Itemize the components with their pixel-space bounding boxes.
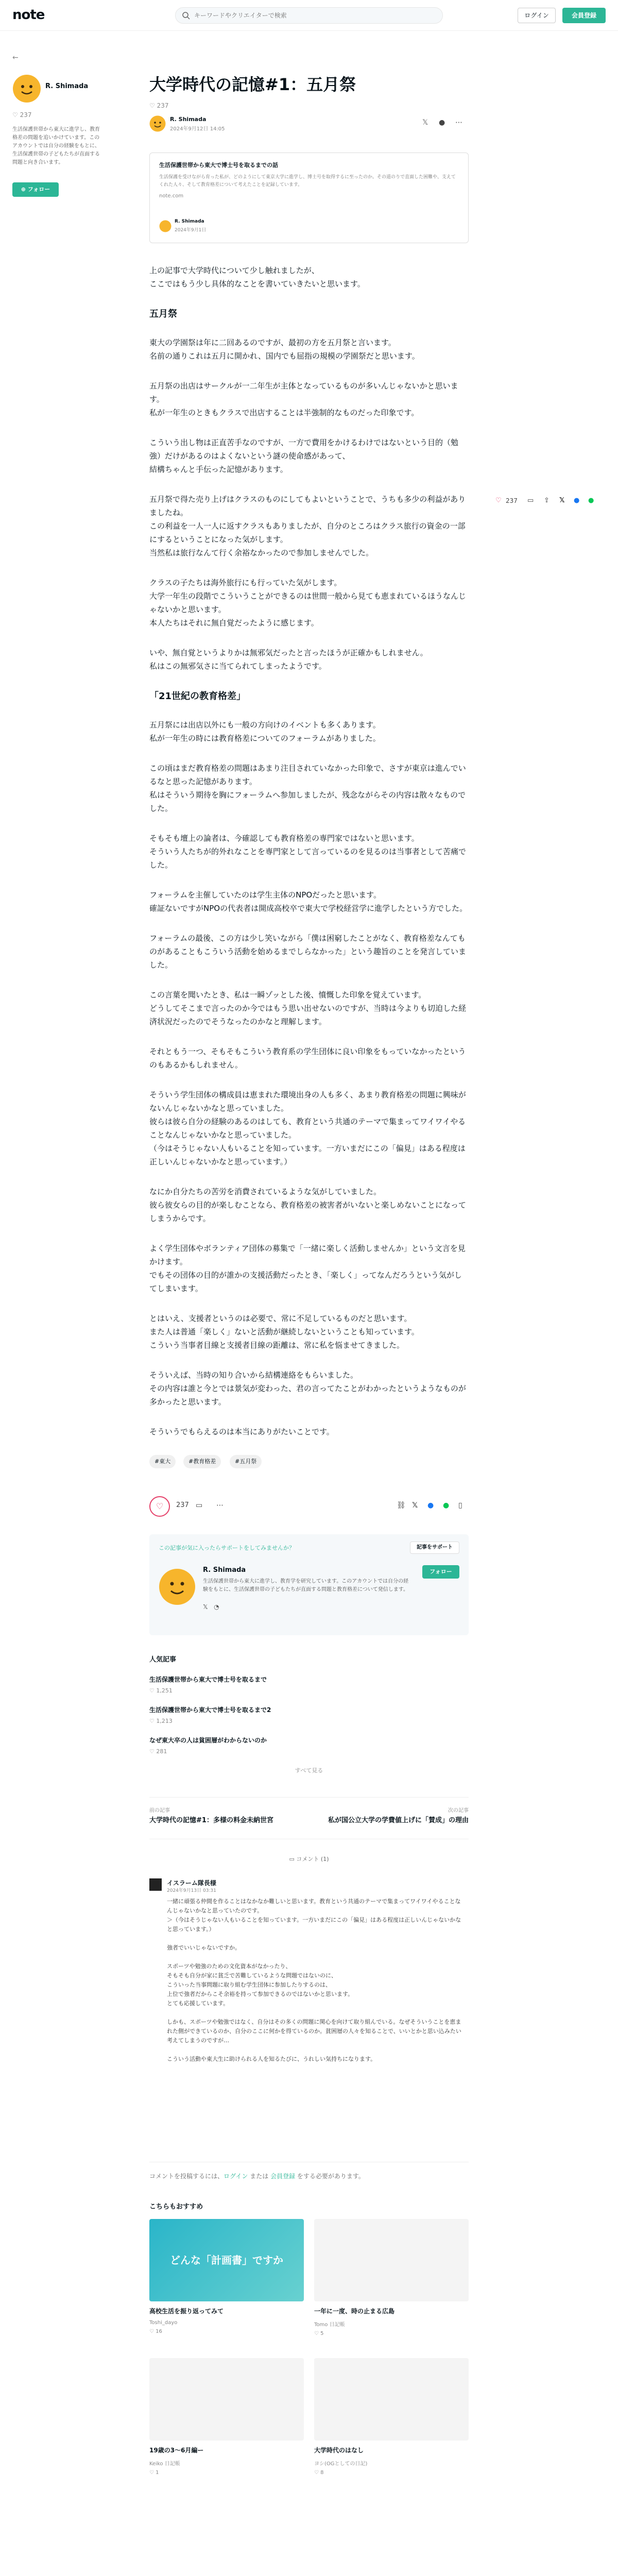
comment-icon[interactable]: ▭ (527, 497, 534, 504)
comment-login-prompt (149, 2162, 469, 2180)
avatar (159, 220, 171, 232)
list-item[interactable] (149, 1705, 469, 1724)
bookmark-icon[interactable]: ▯ (458, 1501, 462, 1510)
action-bar (149, 1496, 469, 1522)
heart-icon[interactable]: ♡ (495, 497, 502, 504)
rec-user: Keiko 日記帳 (149, 2461, 180, 2467)
comment (149, 1878, 469, 2157)
rec-card[interactable] (149, 2219, 304, 2334)
popular-articles (149, 1654, 469, 1774)
more-icon[interactable]: ⋯ (455, 118, 462, 127)
article (149, 56, 469, 2507)
prompt-text: をする必要があります。 (295, 2173, 365, 2180)
embed-date: 2024年9月1日 (175, 228, 207, 233)
embed-link: note.com (159, 193, 184, 199)
tag[interactable]: #五月祭 (230, 1455, 262, 1468)
follow-button[interactable]: フォロー (422, 1565, 459, 1579)
paragraph: そういうでもらえるのは本当にありがたいことです。 (149, 1427, 334, 1436)
rec-thumbnail (314, 2358, 469, 2441)
paragraph: とはいえ、支援者というのは必要で、常に不足しているものだと思います。 また人は普通「楽しく」ないと活動が継続しないということも知っています。 こういう当事者目線と支援者目線の距離は、常に私を悩ませてきました。 (149, 1314, 419, 1350)
like-value: 8 (320, 2470, 324, 2476)
login-button[interactable]: ログイン (518, 8, 556, 23)
rec-thumbnail (149, 2358, 304, 2441)
rec-card[interactable] (149, 2358, 304, 2476)
paragraph: そういえば、当時の知り合いから結構連絡をもらいました。 その内容は誰と今とでは景気が変わった、君の言ってたことがわかったというようなものが多かったと思います。 (149, 1370, 466, 1406)
comments-heading (149, 1855, 469, 1863)
rss-icon[interactable]: ◔ (214, 1603, 219, 1611)
next-title: 私が国公立大学の学費値上げに「賛成」の理由 (328, 1817, 469, 1824)
like-value: 5 (320, 2331, 324, 2336)
avatar[interactable] (149, 115, 166, 132)
avatar[interactable] (12, 74, 41, 103)
follow-button[interactable] (12, 182, 59, 197)
tag-list (149, 1455, 469, 1470)
paragraph: それともう一つ、そもそもこういう教育系の学生団体に良い印象をもっていなかったというのもあるかもしれません。 (149, 1047, 466, 1070)
list-item[interactable] (149, 1675, 469, 1694)
share-icon[interactable]: ⇪ (544, 497, 550, 504)
author-bio: 生活保護世帯から東大に進学し、教育学を研究しています。このアカウントでは自分の経験をもとに、生活保護世帯の子どもたちが直面する問題と教育格差について発信します。 (203, 1579, 409, 1592)
rec-title: 一年に一度、時の止まる広島 (314, 2308, 395, 2315)
avatar[interactable] (149, 1878, 162, 1891)
like-count: 237 (176, 1501, 189, 1509)
embedded-article-card[interactable] (149, 152, 469, 243)
support-button[interactable]: 記事をサポート (410, 1541, 459, 1554)
section-2-paragraphs (149, 718, 469, 1438)
paragraph: フォーラムを主催していたのは学生主体のNPOだったと思います。 確証ないですがNPOの代表者は開成高校卒で東大で学校経営学に進学したという方でした。 (149, 890, 468, 913)
article-body (149, 264, 469, 1438)
rec-card[interactable] (314, 2219, 469, 2336)
heart-icon: ♡ (156, 1501, 164, 1511)
rec-user: Tomo 日記帳 (314, 2322, 345, 2328)
paragraph: 五月祭の出店はサークルが一二年生が主体となっているものが多いんじゃないかと思います。 私が一年生のときもクラスで出店することは半強制的なものだった印象です。 (149, 381, 458, 417)
header (0, 0, 618, 31)
author-name[interactable]: R. Shimada (203, 1566, 246, 1574)
signup-link[interactable]: 会員登録 (270, 2173, 296, 2180)
like-count-value: 237 (20, 111, 32, 118)
rec-thumbnail (149, 2219, 304, 2301)
like-value: 16 (156, 2329, 162, 2334)
person-add-icon: ⊕ (21, 186, 26, 193)
rec-likes: ♡ 16 (149, 2329, 162, 2334)
paragraph: いや、無自覚というよりかは無邪気だったと言ったほうが正確かもしれません。 私はこの無邪気さに当てられてしまったようです。 (149, 648, 428, 671)
next-label: 次の記事 (448, 1808, 469, 1814)
paragraph: そもそも壇上の論者は、今確認しても教育格差の専門家ではないと思います。 そういう人たちが的外れなことを専門家として言っているのを見るのは当事者として苦痛でした。 (149, 834, 467, 870)
tag[interactable]: #東大 (149, 1455, 176, 1468)
comment-date: 2024年9月13日 03:31 (167, 1888, 216, 1893)
line-share-icon[interactable]: ● (443, 1501, 450, 1510)
rec-user: Toshi_dayo (149, 2320, 178, 2326)
paragraph: そういう学生団体の構成員は恵まれた環境出身の人も多く、あまり教育格差の問題に興味がないんじゃないかなと思っていました。 彼らは彼ら自分の経験のあるのはしても、教育という共通のテーマで集まってワイワイやることなんじゃないかなと思っていました。 （今はそうじゃない人もいることを知っています。一方いまだにこの「偏見」はある程度は正しいんじゃないかなと思っています。） (149, 1090, 466, 1166)
social-icons (203, 1603, 219, 1611)
publish-date: 2024年9月12日 14:05 (170, 126, 225, 132)
recommendations (149, 2201, 469, 2507)
popular-heading: 人気記事 (149, 1656, 177, 1664)
note-logo[interactable]: note (12, 7, 45, 23)
like-button[interactable] (149, 1496, 170, 1517)
comment-icon[interactable]: ▭ (196, 1501, 203, 1510)
list-item-likes: ♡ 1,251 (149, 1687, 173, 1694)
x-icon[interactable]: 𝕏 (203, 1603, 208, 1611)
paragraph: 東大の学園祭は年に二回あるのですが、最初の方を五月祭と言います。 名前の通りこれは五月に開かれ、国内でも屈指の規模の学園祭だと思います。 (149, 338, 420, 361)
prev-next-nav (149, 1797, 469, 1839)
signup-button[interactable]: 会員登録 (562, 8, 606, 23)
comment-text: 一緒に頑張る仲間を作ることはなかなか難しいと思います。教育という共通のテーマで集まってワイワイやることなんじゃないかなと思っていたのです。 ＞（今はそうじゃない人もいることを知っています。一方いまだにこの「偏見」はある程度は正しいんじゃないかなと思っています。） 強者でいいじゃないですか。 スポーツや勉強のための文化資本がなかったり、 そもそも自分が家に貧乏で苦難しているような問題ではないのに、 こういった当事問題に取り組む学生団体に参加したりするのは、 上位で強者だからこそ余裕を持って参加できるのではないかと思います。 とても応援しています。 しかも、スポーツや勉強ではなく、自分はその多くの問題に関心を向けて取り組んでいる。なぜそういうことを恵まれた側ができているのか、自分のここに何かを得ているのか。貧困層の人々を知ることで、いいとかと思い込みたい考えてしまうのですが… こういう活動や東大生に助けられる人を知るたびに、うれしい気持ちになります。 (167, 1898, 461, 2062)
author-bio: 生活保護世帯から東大に進学し、教育格差の問題を追いかけています。このアカウントでは自分の経験をもとに、生活保護世帯の子どもたちが直面する問題と向き合います。 (12, 127, 100, 165)
list-item-likes: ♡ 1,213 (149, 1718, 173, 1724)
comment-icon: ▭ (289, 1856, 295, 1862)
search-input[interactable] (194, 8, 436, 23)
link-icon[interactable]: ⛓ (397, 1501, 406, 1510)
author-name[interactable]: R. Shimada (170, 116, 207, 123)
prev-article-link[interactable] (149, 1806, 304, 1833)
share-icons (422, 118, 469, 129)
rec-likes: ♡ 1 (149, 2470, 159, 2476)
prev-title: 大学時代の記憶#1：多様の料金未納世宮 (149, 1817, 273, 1824)
thumb-text: どんな「計画書」ですか (170, 2254, 283, 2266)
recs-heading: こちらもおすすめ (149, 2203, 203, 2211)
prompt-text: または (248, 2173, 271, 2180)
more-icon[interactable]: ⋯ (216, 1501, 224, 1510)
embed-description: 生活保護を受けながら育った私が、どのようにして東京大学に進学し、博士号を取得するに至ったのか。その道のりで直面した困難や、支えてくれた人々、そして教育格差について考えたことを記録しています。 (159, 175, 456, 188)
article-like-count (149, 102, 469, 109)
x-share-icon[interactable]: 𝕏 (559, 497, 565, 504)
rec-title: 高校生活を振り返ってみて (149, 2308, 224, 2315)
list-item-title: 生活保護世帯から東大で博士号を取るまで2 (149, 1706, 271, 1714)
floating-actions (495, 495, 604, 507)
list-item-title: 生活保護世帯から東大で博士号を取るまで (149, 1676, 267, 1683)
next-article-link[interactable] (314, 1806, 469, 1833)
rec-user: ヨシ(OGとしての日記) (314, 2461, 368, 2467)
line-share-icon[interactable]: ● (588, 497, 594, 504)
like-value: 1 (156, 2470, 159, 2476)
heart-icon: ♡ (149, 102, 155, 109)
x-share-icon[interactable]: 𝕏 (412, 1501, 418, 1510)
paragraph: 五月祭で得た売り上げはクラスのものにしてもよいということで、うちも多少の利益がありましたね。 この利益を一人一人に返すクラスもありましたが、自分のところはクラス旅行の資金の一部にするということになった気がします。 当然私は旅行なんて行く余裕なかったので参加しませんでした。 (149, 495, 466, 557)
list-item[interactable] (149, 1736, 469, 1755)
paragraph: この言葉を聞いたとき、私は一瞬ゾッとした後、憤慨した印象を覚えています。 どうしてそこまで言ったのか今ではもう思い出せないのですが、当時は今よりも切迫した経済状況だったのでそうなったのかなと理解します。 (149, 990, 467, 1026)
section-1-paragraphs (149, 336, 469, 673)
paragraph: 上の記事で大学時代について少し触れましたが、 ここではもう少し具体的なことを書いていきたいと思います。 (149, 266, 365, 289)
like-value: 1,213 (156, 1718, 173, 1724)
comment-author[interactable]: イスラーム隊長様 (167, 1879, 216, 1887)
search-box[interactable] (175, 7, 443, 24)
support-lead: この記事が気に入ったらサポートをしてみませんか？ (159, 1545, 295, 1551)
facebook-share-icon[interactable]: ● (439, 118, 445, 127)
author-name[interactable]: R. Shimada (45, 82, 89, 90)
arrow-left-icon[interactable]: ← (12, 54, 19, 62)
article-title: 大学時代の記憶#1：五月祭 (149, 75, 356, 94)
rec-title: 大学時代のはなし (314, 2447, 364, 2454)
x-share-icon[interactable]: 𝕏 (422, 118, 428, 127)
paragraph: なにか自分たちの苦労を消費されているような気がしていました。 彼ら彼女らの目的が楽しむことなら、教育格差の被害者がいないと楽しめないことになってしまうからです。 (149, 1187, 467, 1223)
see-all-link[interactable]: すべて見る (295, 1767, 323, 1774)
facebook-share-icon[interactable]: ● (427, 1501, 434, 1510)
support-box (149, 1534, 469, 1635)
paragraph: クラスの子たちは海外旅行にも行っていた気がします。 大学一年生の段階でこういうことができるのは世間一般から見ても恵まれているほうなんじゃないかと思います。 本人たちはそれに無自覚だったように感じます。 (149, 578, 467, 628)
paragraph: こういう出し物は正直苦手なのですが、一方で費用をかけるわけではないという目的（勉強）だけがあるのはよくないという謎の使命感があって、 結構ちゃんと手伝った記憶があります。 (149, 438, 459, 474)
like-value: 281 (156, 1748, 167, 1755)
rec-likes: ♡ 8 (314, 2470, 324, 2476)
rec-thumbnail (314, 2219, 469, 2301)
paragraph: よく学生団体やボランティア団体の募集で「一緒に楽しく活動しませんか」という文言を見かけます。 でもその団体の目的が誰かの支援活動だったとき、「楽しく」ってなんだろうという気がしてしまいます。 (149, 1244, 466, 1293)
embed-title: 生活保護世帯から東大で博士号を取るまでの話 (159, 162, 278, 168)
article-author-row (149, 115, 469, 136)
login-link[interactable]: ログイン (224, 2173, 248, 2180)
rec-likes: ♡ 5 (314, 2331, 324, 2336)
tag[interactable]: #教育格差 (183, 1455, 221, 1468)
section-heading: 五月祭 (149, 309, 177, 319)
like-value: 1,251 (156, 1687, 173, 1694)
paragraph: フォーラムの最後、この方は少し笑いながら「僕は困窮したことがなく、教育格差なんてものがあることもこういう活動を始めるまでしらなかった」という趣旨のことを発言していました。 (149, 934, 467, 970)
list-item-title: なぜ東大卒の人は貧困層がわからないのか (149, 1737, 267, 1744)
paragraph: 五月祭には出店以外にも一般の方向けのイベントも多くあります。 私が一年生の時には教育格差についてのフォーラムがありました。 (149, 720, 381, 743)
floating-like-count: 237 (506, 497, 518, 504)
embed-author: R. Shimada (175, 219, 204, 224)
list-item-likes: ♡ 281 (149, 1748, 167, 1755)
rec-card[interactable] (314, 2358, 469, 2476)
section-heading: 「21世紀の教育格差」 (149, 691, 246, 702)
recs-grid (149, 2219, 469, 2507)
paragraph: この頃はまだ教育格差の問題はあまり注目されていなかった印象で、さすが東京は進んでいるなと思った記憶があります。 私はそういう期待を胸にフォーラムへ参加しましたが、残念ながらその内容は散々なものでした。 (149, 764, 466, 813)
search-icon (182, 11, 190, 20)
follow-label: フォロー (27, 186, 50, 193)
prompt-text: コメントを投稿するには、 (149, 2173, 224, 2180)
avatar[interactable] (159, 1568, 196, 1605)
like-count (12, 111, 32, 118)
facebook-share-icon[interactable]: ● (574, 497, 580, 504)
prev-label: 前の記事 (149, 1808, 170, 1814)
comments-heading-text: コメント (1) (296, 1856, 329, 1862)
heart-icon: ♡ (12, 111, 18, 118)
rec-title: 19歳の3〜6月編ー (149, 2447, 204, 2454)
article-like-value: 237 (157, 102, 169, 109)
